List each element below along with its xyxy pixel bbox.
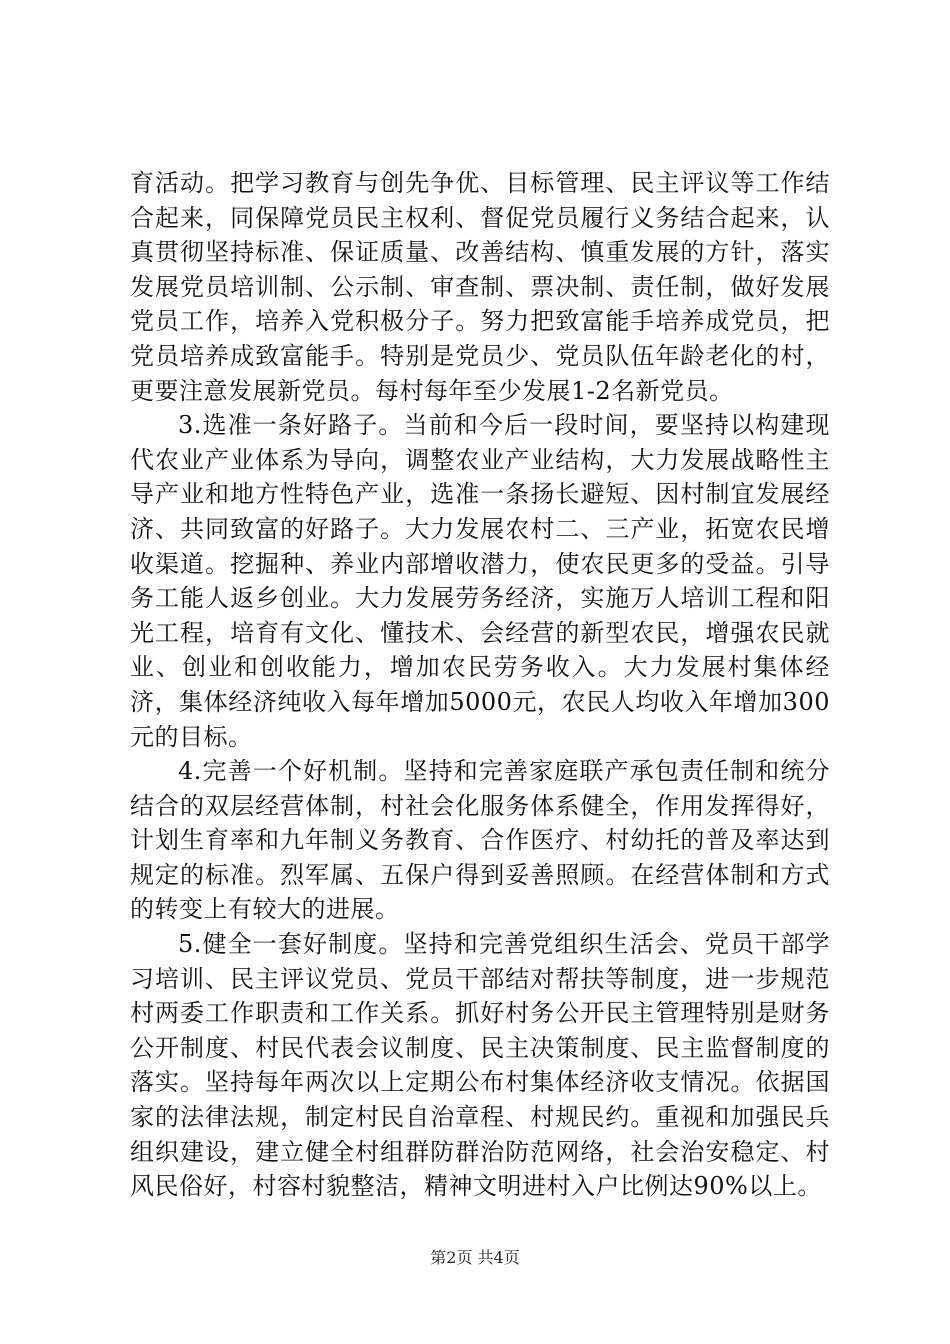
document-body <box>130 166 830 1204</box>
page-footer: 第2页 共4页 <box>430 1248 520 1267</box>
paragraph-4: 5.健全一套好制度。坚持和完善党组织生活会、党员干部学习培训、民主评议党员、党员干部结对帮扶等制度，进一步规范村两委工作职责和工作关系。抓好村务公开民主管理特别是财务公开制度、村民代表会议制度、民主决策制度、民主监督制度的落实。坚持每年两次以上定期公布村集体经济收支情况。依据国家的法律法规，制定村民自治章程、村规民约。重视和加强民兵组织建设，建立健全村组群防群治防范网络，社会治安稳定、村风民俗好，村容村貌整洁，精神文明进村入户比例达90%以上。 <box>130 930 830 1201</box>
paragraph-3: 4.完善一个好机制。坚持和完善家庭联产承包责任制和统分结合的双层经营体制，村社会化服务体系健全，作用发挥得好，计划生育率和九年制义务教育、合作医疗、村幼托的普及率达到规定的标准。烈军属、五保户得到妥善照顾。在经营体制和方式的转变上有较大的进展。 <box>130 757 830 924</box>
paragraph-1: 育活动。把学习教育与创先争优、目标管理、民主评议等工作结合起来，同保障党员民主权利、督促党员履行义务结合起来，认真贯彻坚持标准、保证质量、改善结构、慎重发展的方针，落实发展党员培训制、公示制、审查制、票决制、责任制，做好发展党员工作，培养入党积极分子。努力把致富能手培养成党员，把党员培养成致富能手。特别是党员少、党员队伍年龄老化的村，更要注意发展新党员。每村每年至少发展1-2名新党员。 <box>130 169 830 405</box>
paragraph-2: 3.选准一条好路子。当前和今后一段时间，要坚持以构建现代农业产业体系为导向，调整农业产业结构，大力发展战略性主导产业和地方性特色产业，选准一条扬长避短、因村制宜发展经济、共同致富的好路子。大力发展农村二、三产业，拓宽农民增收渠道。挖掘种、养业内部增收潜力，使农民更多的受益。引导务工能人返乡创业。大力发展劳务经济，实施万人培训工程和阳光工程，培育有文化、懂技术、会经营的新型农民，增强农民就业、创业和创收能力，增加农民劳务收入。大力发展村集体经济，集体经济纯收入每年增加5000元，农民人均收入年增加300元的目标。 <box>130 411 830 751</box>
